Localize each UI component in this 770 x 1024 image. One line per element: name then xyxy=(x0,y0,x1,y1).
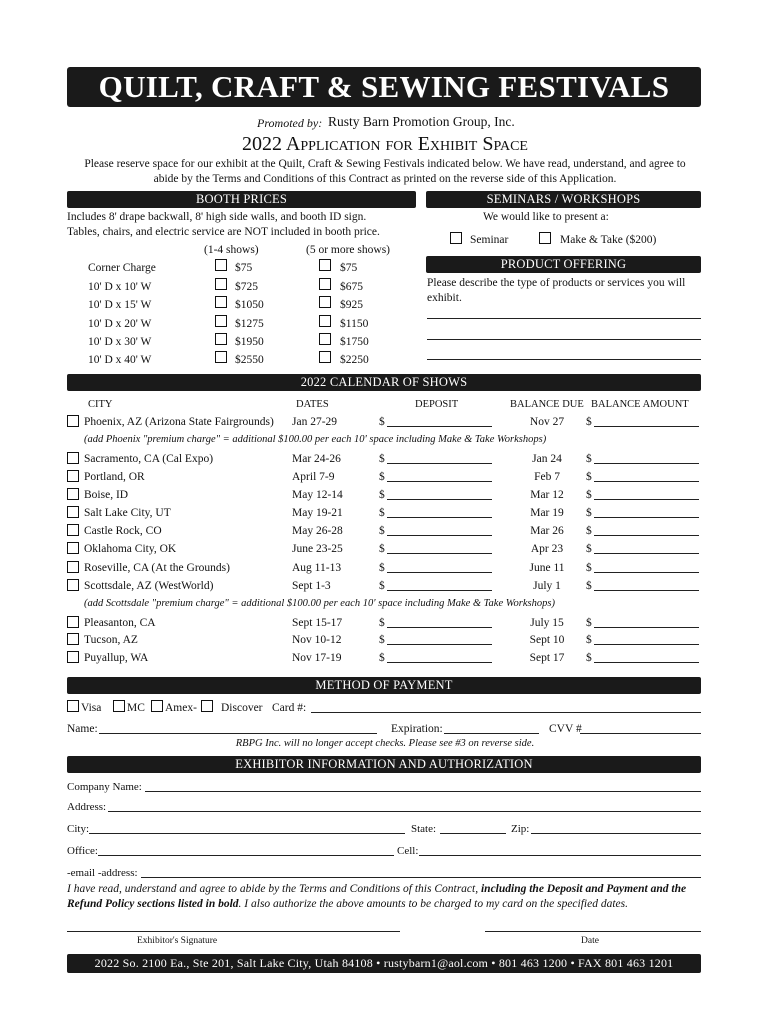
show-city: Salt Lake City, UT xyxy=(84,507,171,519)
mc-label: MC xyxy=(127,702,145,714)
cell-label: Cell: xyxy=(397,845,419,857)
deposit-dollar: $ xyxy=(379,416,385,428)
show-balance-due: Apr 23 xyxy=(530,543,564,555)
card-number-field[interactable] xyxy=(311,712,701,713)
show-balance-due: Feb 7 xyxy=(534,471,560,483)
show-checkbox[interactable] xyxy=(67,651,79,663)
amex-label: Amex- xyxy=(165,702,197,714)
zip-label: Zip: xyxy=(511,823,530,835)
show-dates: Mar 24-26 xyxy=(292,453,341,465)
deposit-field[interactable] xyxy=(387,572,492,573)
col-deposit: DEPOSIT xyxy=(415,399,459,410)
auth-part-c: and the Refund Policy sections listed in bold xyxy=(67,883,687,910)
balance-dollar: $ xyxy=(586,507,592,519)
booth-price-5-plus: $1150 xyxy=(340,318,369,330)
discover-checkbox[interactable] xyxy=(201,700,213,712)
balance-amount-field[interactable] xyxy=(594,572,699,573)
show-checkbox[interactable] xyxy=(67,415,79,427)
show-city: Pleasanton, CA xyxy=(84,617,156,629)
visa-label: Visa xyxy=(81,702,102,714)
visa-checkbox[interactable] xyxy=(67,700,79,712)
booth-price-1-4: $1275 xyxy=(235,318,264,330)
company-name-label: Company Name: xyxy=(67,781,142,793)
balance-dollar: $ xyxy=(586,525,592,537)
show-city: Portland, OR xyxy=(84,471,145,483)
show-balance-due: Mar 19 xyxy=(530,507,564,519)
balance-amount-field[interactable] xyxy=(594,463,699,464)
payment-note: RBPG Inc. will no longer accept checks. Please see #3 on reverse side. xyxy=(235,738,535,749)
show-city: Tucson, AZ xyxy=(84,634,138,646)
booth-price-1-4-checkbox[interactable] xyxy=(215,315,227,327)
deposit-dollar: $ xyxy=(379,453,385,465)
show-checkbox[interactable] xyxy=(67,542,79,554)
cell-field[interactable] xyxy=(419,855,701,856)
seminars-header: SEMINARS / WORKSHOPS xyxy=(426,191,701,208)
product-line-1[interactable] xyxy=(427,318,701,319)
balance-dollar: $ xyxy=(586,489,592,501)
deposit-dollar: $ xyxy=(379,562,385,574)
booth-price-1-4-checkbox[interactable] xyxy=(215,351,227,363)
show-checkbox[interactable] xyxy=(67,452,79,464)
booth-size-label: 10' D x 15' W xyxy=(88,299,152,311)
auth-part-b: including the Deposit and Payment xyxy=(480,883,648,895)
show-dates: Sept 15-17 xyxy=(292,617,343,629)
col-dates: DATES xyxy=(296,399,329,410)
show-dates: Nov 10-12 xyxy=(292,634,342,646)
authorization-text xyxy=(67,882,701,912)
auth-part-a: I have read, understand and agree to abide by the Terms and Conditions of this Contract, xyxy=(67,883,479,895)
deposit-field[interactable] xyxy=(387,590,492,591)
show-city: Boise, ID xyxy=(84,489,129,501)
exhibitor-header: EXHIBITOR INFORMATION AND AUTHORIZATION xyxy=(67,756,701,773)
deposit-field[interactable] xyxy=(387,517,492,518)
booth-price-5-plus-checkbox[interactable] xyxy=(319,315,331,327)
balance-amount-field[interactable] xyxy=(594,535,699,536)
booth-price-5-plus-checkbox[interactable] xyxy=(319,333,331,345)
show-city: Scottsdale, AZ (WestWorld) xyxy=(84,580,214,592)
booth-price-1-4: $75 xyxy=(235,262,253,274)
office-field[interactable] xyxy=(98,855,394,856)
balance-amount-field[interactable] xyxy=(594,553,699,554)
booth-price-5-plus: $675 xyxy=(340,281,363,293)
zip-field[interactable] xyxy=(531,833,701,834)
show-dates: Jan 27-29 xyxy=(292,416,338,428)
deposit-dollar: $ xyxy=(379,634,385,646)
promoter-name: Rusty Barn Promotion Group, Inc. xyxy=(328,114,515,129)
product-line-3[interactable] xyxy=(427,359,701,360)
scottsdale-premium-note: (add Scottsdale "premium charge" = additional $100.00 per each 10' space including Make & Take Workshops) xyxy=(84,598,555,609)
show-dates: April 7-9 xyxy=(292,471,335,483)
show-checkbox[interactable] xyxy=(67,506,79,518)
show-dates: Nov 17-19 xyxy=(292,652,342,664)
state-label: State: xyxy=(411,823,437,835)
booth-price-1-4: $725 xyxy=(235,281,258,293)
seminars-desc: We would like to present a: xyxy=(483,211,609,223)
balance-dollar: $ xyxy=(586,562,592,574)
booth-price-1-4: $1050 xyxy=(235,299,264,311)
show-checkbox[interactable] xyxy=(67,561,79,573)
deposit-field[interactable] xyxy=(387,644,492,645)
booth-size-label: 10' D x 20' W xyxy=(88,318,152,330)
booth-price-5-plus: $1750 xyxy=(340,336,369,348)
show-dates: May 19-21 xyxy=(292,507,343,519)
city-label: City: xyxy=(67,823,90,835)
deposit-field[interactable] xyxy=(387,463,492,464)
show-city: Phoenix, AZ (Arizona State Fairgrounds) xyxy=(84,416,274,428)
booth-size-label: 10' D x 10' W xyxy=(88,281,152,293)
booth-size-label: 10' D x 40' W xyxy=(88,354,152,366)
name-field[interactable] xyxy=(99,733,377,734)
balance-amount-field[interactable] xyxy=(594,590,699,591)
auth-part-e: dates. xyxy=(600,898,628,910)
deposit-field[interactable] xyxy=(387,553,492,554)
booth-col-5-plus-shows: (5 or more shows) xyxy=(306,244,390,256)
cvv-field[interactable] xyxy=(580,733,701,734)
email-label: -email -address: xyxy=(67,867,138,879)
show-balance-due: Jan 24 xyxy=(532,453,562,465)
booth-col-1-4-shows: (1-4 shows) xyxy=(204,244,259,256)
seminar-checkbox[interactable] xyxy=(450,232,462,244)
application-title: 2022 Application for Exhibit Space xyxy=(242,133,528,155)
product-desc-1: Please describe the type of products or services you will xyxy=(427,277,686,289)
show-city: Puyallup, WA xyxy=(84,652,149,664)
show-checkbox[interactable] xyxy=(67,524,79,536)
booth-price-5-plus: $75 xyxy=(340,262,358,274)
show-city: Oklahoma City, OK xyxy=(84,543,177,555)
calendar-header: 2022 CALENDAR OF SHOWS xyxy=(67,374,701,391)
show-checkbox[interactable] xyxy=(67,633,79,645)
product-offering-header: PRODUCT OFFERING xyxy=(426,256,701,273)
make-and-take-label: Make & Take ($200) xyxy=(560,234,657,246)
balance-dollar: $ xyxy=(586,543,592,555)
col-balance-due: BALANCE DUE xyxy=(510,399,584,410)
booth-price-1-4: $1950 xyxy=(235,336,264,348)
expiration-label: Expiration: xyxy=(391,723,443,735)
balance-amount-field[interactable] xyxy=(594,662,699,663)
balance-dollar: $ xyxy=(586,471,592,483)
balance-dollar: $ xyxy=(586,652,592,664)
deposit-dollar: $ xyxy=(379,543,385,555)
booth-price-5-plus: $925 xyxy=(340,299,363,311)
discover-label: Discover xyxy=(221,702,263,714)
booth-desc-1: Includes 8' drape backwall, 8' high side walls, and booth ID sign. xyxy=(67,211,367,223)
show-city: Castle Rock, CO xyxy=(84,525,162,537)
payment-header: METHOD OF PAYMENT xyxy=(67,677,701,694)
booth-size-label: 10' D x 30' W xyxy=(88,336,152,348)
deposit-dollar: $ xyxy=(379,489,385,501)
show-dates: June 23-25 xyxy=(292,543,343,555)
deposit-dollar: $ xyxy=(379,580,385,592)
deposit-field[interactable] xyxy=(387,499,492,500)
deposit-dollar: $ xyxy=(379,471,385,483)
booth-price-1-4: $2550 xyxy=(235,354,264,366)
name-label: Name: xyxy=(67,723,98,735)
state-field[interactable] xyxy=(440,833,506,834)
show-balance-due: Mar 26 xyxy=(530,525,564,537)
show-balance-due: June 11 xyxy=(529,562,565,574)
booth-price-5-plus: $2250 xyxy=(340,354,369,366)
date-field[interactable] xyxy=(485,931,701,932)
balance-amount-field[interactable] xyxy=(594,644,699,645)
balance-dollar: $ xyxy=(586,453,592,465)
show-balance-due: Nov 27 xyxy=(529,416,565,428)
booth-price-1-4-checkbox[interactable] xyxy=(215,278,227,290)
footer-contact-bar: 2022 So. 2100 Ea., Ste 201, Salt Lake City, Utah 84108 • rustybarn1@aol.com • 801 463 1200 • FAX 801 463 1201 xyxy=(67,954,701,973)
auth-part-d: . I also authorize the above amounts to be charged to my card on the specified xyxy=(238,898,598,910)
balance-dollar: $ xyxy=(586,416,592,428)
show-dates: May 26-28 xyxy=(292,525,343,537)
deposit-field[interactable] xyxy=(387,662,492,663)
signature-field[interactable] xyxy=(67,931,400,932)
show-checkbox[interactable] xyxy=(67,488,79,500)
deposit-dollar: $ xyxy=(379,617,385,629)
date-label: Date xyxy=(581,936,599,946)
make-and-take-checkbox[interactable] xyxy=(539,232,551,244)
amex-checkbox[interactable] xyxy=(151,700,163,712)
balance-amount-field[interactable] xyxy=(594,426,699,427)
card-number-label: Card #: xyxy=(272,702,307,714)
balance-dollar: $ xyxy=(586,634,592,646)
deposit-dollar: $ xyxy=(379,652,385,664)
address-label: Address: xyxy=(67,801,107,813)
deposit-field[interactable] xyxy=(387,627,492,628)
show-balance-due: Mar 12 xyxy=(530,489,564,501)
balance-dollar: $ xyxy=(586,617,592,629)
show-checkbox[interactable] xyxy=(67,579,79,591)
signature-label: Exhibitor's Signature xyxy=(137,936,218,946)
product-desc-2: exhibit. xyxy=(427,292,462,304)
show-balance-due: Sept 10 xyxy=(529,634,565,646)
booth-price-5-plus-checkbox[interactable] xyxy=(319,351,331,363)
company-name-field[interactable] xyxy=(145,791,701,792)
show-dates: Aug 11-13 xyxy=(292,562,342,574)
balance-dollar: $ xyxy=(586,580,592,592)
booth-desc-2: Tables, chairs, and electric service are NOT included in booth price. xyxy=(67,226,380,238)
balance-amount-field[interactable] xyxy=(594,627,699,628)
deposit-field[interactable] xyxy=(387,535,492,536)
intro-line-2: abide by the Terms and Conditions of this Contract as printed on the reverse side of this Application. xyxy=(153,173,617,185)
col-balance-amount: BALANCE AMOUNT xyxy=(591,399,689,410)
city-field[interactable] xyxy=(89,833,405,834)
page-title: QUILT, CRAFT & SEWING FESTIVALS xyxy=(67,67,701,107)
office-label: Office: xyxy=(67,845,98,857)
booth-price-1-4-checkbox[interactable] xyxy=(215,259,227,271)
intro-line-1: Please reserve space for our exhibit at the Quilt, Craft & Sewing Festivals indicated below. We have read, understand, and agree to xyxy=(84,158,686,170)
deposit-field[interactable] xyxy=(387,481,492,482)
product-line-2[interactable] xyxy=(427,339,701,340)
show-city: Roseville, CA (At the Grounds) xyxy=(84,562,230,574)
booth-price-1-4-checkbox[interactable] xyxy=(215,296,227,308)
show-checkbox[interactable] xyxy=(67,470,79,482)
promoted-label: Promoted by: xyxy=(257,116,323,130)
col-city: CITY xyxy=(88,399,113,410)
expiration-field[interactable] xyxy=(444,733,539,734)
booth-price-1-4-checkbox[interactable] xyxy=(215,333,227,345)
cvv-label: CVV # xyxy=(549,723,582,735)
booth-prices-header: BOOTH PRICES xyxy=(67,191,416,208)
address-field[interactable] xyxy=(108,811,701,812)
seminar-label: Seminar xyxy=(470,234,509,246)
balance-amount-field[interactable] xyxy=(594,499,699,500)
balance-amount-field[interactable] xyxy=(594,481,699,482)
booth-price-5-plus-checkbox[interactable] xyxy=(319,278,331,290)
phoenix-premium-note: (add Phoenix "premium charge" = additional $100.00 per each 10' space including Make & Take Workshops) xyxy=(84,434,547,445)
balance-amount-field[interactable] xyxy=(594,517,699,518)
show-dates: Sept 1-3 xyxy=(292,580,331,592)
show-balance-due: Sept 17 xyxy=(529,652,565,664)
show-balance-due: July 15 xyxy=(530,617,564,629)
booth-price-5-plus-checkbox[interactable] xyxy=(319,259,331,271)
show-balance-due: July 1 xyxy=(533,580,561,592)
mc-checkbox[interactable] xyxy=(113,700,125,712)
deposit-dollar: $ xyxy=(379,507,385,519)
booth-size-label: Corner Charge xyxy=(88,262,156,274)
deposit-dollar: $ xyxy=(379,525,385,537)
show-city: Sacramento, CA (Cal Expo) xyxy=(84,453,214,465)
show-checkbox[interactable] xyxy=(67,616,79,628)
deposit-field[interactable] xyxy=(387,426,492,427)
email-field[interactable] xyxy=(141,877,701,878)
booth-price-5-plus-checkbox[interactable] xyxy=(319,296,331,308)
show-dates: May 12-14 xyxy=(292,489,343,501)
